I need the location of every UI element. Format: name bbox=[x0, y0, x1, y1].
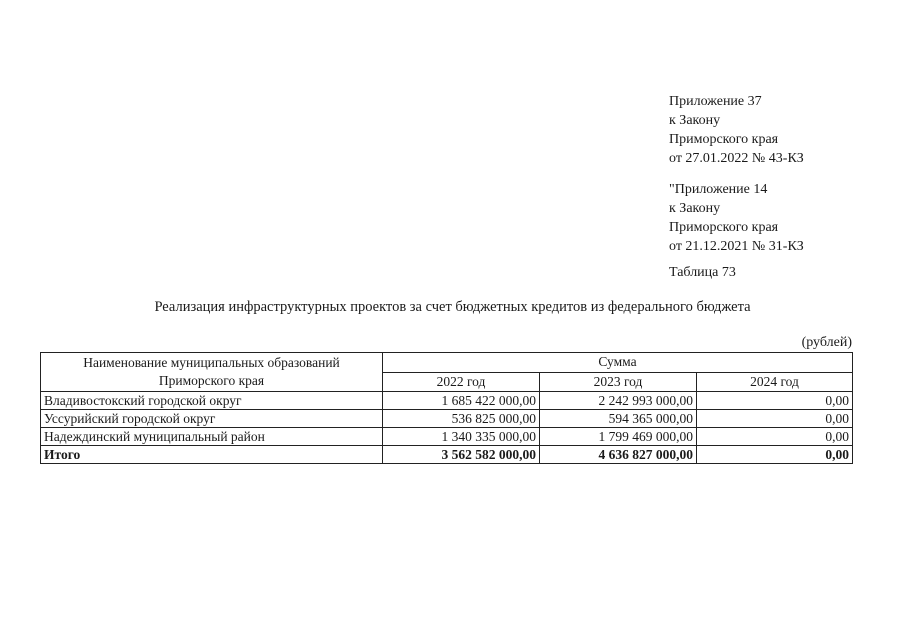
row-name: Владивостокский городской округ bbox=[41, 392, 383, 410]
table-number: Таблица 73 bbox=[669, 265, 736, 280]
header-year-2024: 2024 год bbox=[697, 372, 853, 392]
appendix-line: Приложение 37 bbox=[669, 94, 762, 109]
header-sum: Сумма bbox=[383, 353, 853, 373]
table-row bbox=[41, 428, 853, 446]
row-value-2023: 594 365 000,00 bbox=[540, 410, 697, 428]
row-value-2022: 1 340 335 000,00 bbox=[383, 428, 540, 446]
row-name: Надеждинский муниципальный район bbox=[41, 428, 383, 446]
table-total-row bbox=[41, 446, 853, 464]
total-label: Итого bbox=[41, 446, 383, 464]
appendix-line: к Закону bbox=[669, 113, 721, 128]
appendix-line: Приморского края bbox=[669, 220, 779, 235]
row-value-2024: 0,00 bbox=[697, 428, 853, 446]
row-value-2023: 1 799 469 000,00 bbox=[540, 428, 697, 446]
row-value-2024: 0,00 bbox=[697, 410, 853, 428]
total-value-2023: 4 636 827 000,00 bbox=[540, 446, 697, 464]
total-value-2022: 3 562 582 000,00 bbox=[383, 446, 540, 464]
table-header-row bbox=[41, 353, 853, 373]
header-year-2022: 2022 год bbox=[383, 372, 540, 392]
appendix-line: от 27.01.2022 № 43-КЗ bbox=[669, 151, 804, 166]
appendix-line: Приморского края bbox=[669, 132, 779, 147]
row-name: Уссурийский городской округ bbox=[41, 410, 383, 428]
appendix-line: "Приложение 14 bbox=[669, 182, 768, 197]
row-value-2022: 536 825 000,00 bbox=[383, 410, 540, 428]
row-value-2022: 1 685 422 000,00 bbox=[383, 392, 540, 410]
appendix-line: от 21.12.2021 № 31-КЗ bbox=[669, 239, 804, 254]
units-label: (рублей) bbox=[801, 335, 852, 350]
budget-table bbox=[40, 352, 853, 464]
appendix-reference-original bbox=[669, 180, 804, 256]
table-row bbox=[41, 392, 853, 410]
total-value-2024: 0,00 bbox=[697, 446, 853, 464]
table-row bbox=[41, 410, 853, 428]
appendix-reference-current bbox=[669, 92, 804, 168]
header-year-2023: 2023 год bbox=[540, 372, 697, 392]
row-value-2024: 0,00 bbox=[697, 392, 853, 410]
document-title: Реализация инфраструктурных проектов за счет бюджетных кредитов из федерального бюджета bbox=[154, 299, 751, 315]
appendix-line: к Закону bbox=[669, 201, 721, 216]
row-value-2023: 2 242 993 000,00 bbox=[540, 392, 697, 410]
header-municipality: Наименование муниципальных образований Приморского края bbox=[41, 353, 383, 392]
